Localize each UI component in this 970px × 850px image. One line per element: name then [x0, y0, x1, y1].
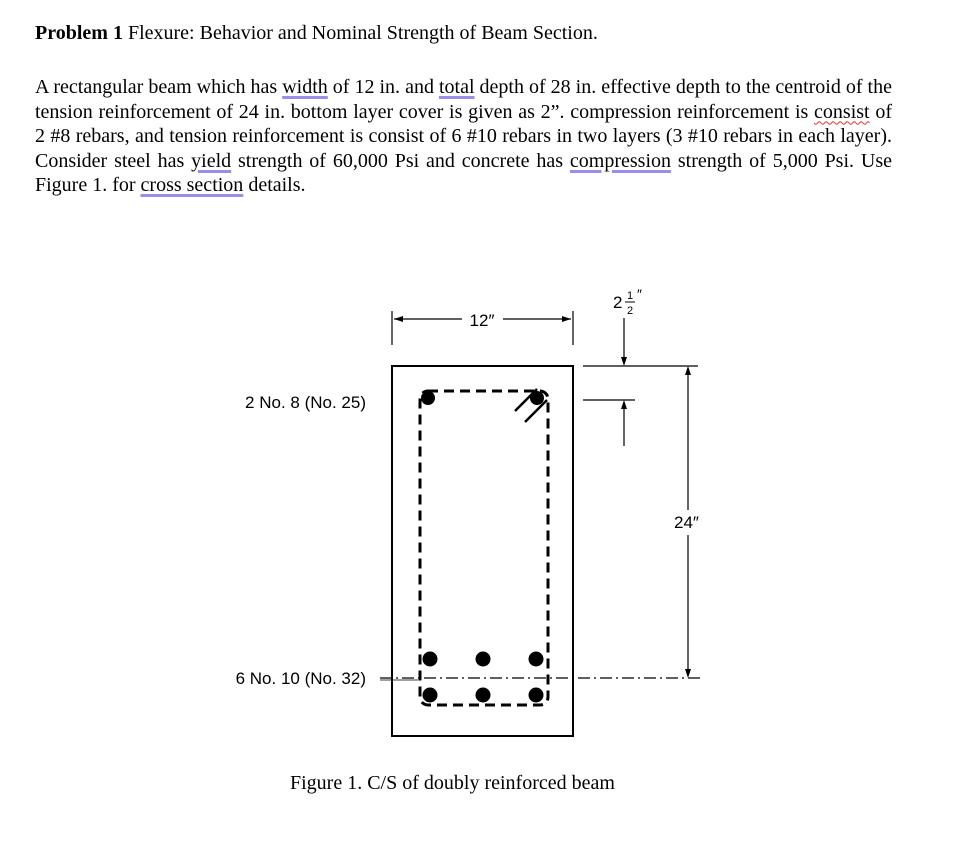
width-label: 12″ [469, 311, 495, 330]
bottom-rebar [529, 652, 544, 667]
spellcheck-marked-word[interactable]: yield [191, 149, 232, 172]
problem-heading: Flexure: Behavior and Nominal Strength of Beam Section. [122, 22, 598, 44]
spellcheck-marked-word[interactable]: cross section [140, 174, 244, 197]
cover-whole: 2 [613, 293, 623, 312]
top-bars-label: 2 No. 8 (No. 25) [245, 393, 366, 412]
text-segment: of 12 in. and [327, 76, 439, 98]
text-segment: strength of 5,000 Psi. Use Figure 1. for [35, 149, 892, 197]
spellcheck-marked-word[interactable]: width [282, 76, 328, 98]
bottom-rebar [529, 688, 544, 703]
cover-denominator: 2 [627, 305, 634, 317]
bottom-bars-label: 6 No. 10 (No. 32) [235, 669, 366, 688]
spellcheck-marked-word[interactable]: total [438, 76, 475, 98]
problem-number: Problem 1 [35, 22, 123, 44]
bottom-rebar [423, 688, 438, 703]
text-segment: strength of 60,000 Psi and concrete has [231, 149, 570, 172]
cover-unit: ″ [637, 286, 642, 302]
bottom-rebar [476, 652, 491, 667]
text-segment: of 2 #8 rebars, and tension reinforcement is consist of 6 #10 rebars in two layers (3 #10 rebars in each layer). Consider steel has [35, 100, 892, 172]
text-segment: details. [243, 174, 306, 197]
bottom-rebar [423, 652, 438, 667]
top-rebar [530, 391, 544, 405]
figure-caption: Figure 1. C/S of doubly reinforced beam [290, 772, 615, 794]
text-segment: depth of 28 in. effective depth to the centroid of the tension reinforcement of 24 in. bottom layer cover is given as 2”. compression reinforcement is [35, 76, 892, 123]
depth-label: 24″ [674, 513, 699, 532]
top-rebar [421, 391, 435, 405]
text-segment: A rectangular beam which has [35, 76, 283, 98]
spellcheck-marked-word[interactable]: consist [814, 100, 870, 123]
cover-numerator: 1 [627, 290, 634, 302]
bottom-rebar [476, 688, 491, 703]
spellcheck-marked-word[interactable]: compression [569, 149, 671, 172]
